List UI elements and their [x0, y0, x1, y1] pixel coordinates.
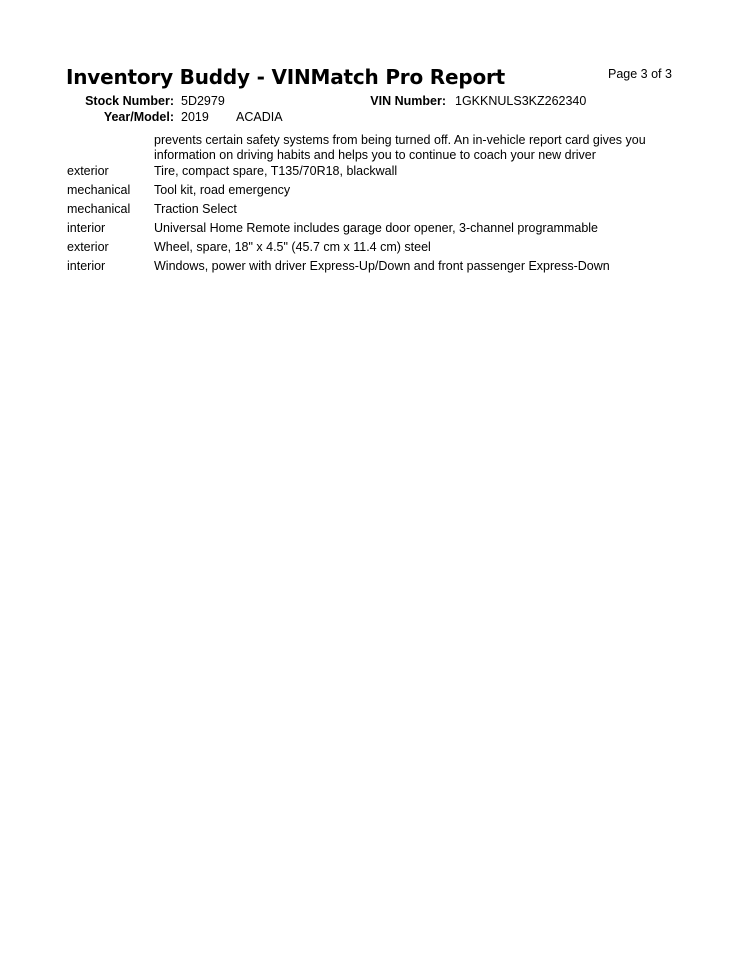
- list-item: [0, 164, 742, 183]
- model-value: ACADIA: [236, 110, 283, 124]
- page-indicator: Page 3 of 3: [608, 67, 672, 81]
- report-title: Inventory Buddy - VINMatch Pro Report: [66, 65, 506, 89]
- list-item: [0, 221, 742, 240]
- equipment-category: mechanical: [67, 202, 131, 216]
- equipment-description: Wheel, spare, 18" x 4.5" (45.7 cm x 11.4 cm) steel: [154, 240, 431, 254]
- equipment-description: Tire, compact spare, T135/70R18, blackwall: [154, 164, 398, 178]
- equipment-category: mechanical: [67, 183, 131, 197]
- continued-description: prevents certain safety systems from being turned off. An in-vehicle report card gives you information on driving habits and helps you to continue to coach your new driver: [154, 133, 646, 162]
- equipment-description: Traction Select: [154, 202, 237, 216]
- equipment-list: [0, 164, 742, 278]
- equipment-category: interior: [67, 221, 106, 235]
- list-item: [0, 183, 742, 202]
- list-item: [0, 259, 742, 278]
- vin-number-label: VIN Number:: [370, 94, 446, 108]
- year-value: 2019: [181, 110, 209, 124]
- equipment-description: Tool kit, road emergency: [154, 183, 291, 197]
- year-model-label: Year/Model:: [103, 110, 174, 124]
- vin-number-value: 1GKKNULS3KZ262340: [455, 94, 587, 108]
- list-item: [0, 240, 742, 259]
- equipment-description: Universal Home Remote includes garage door opener, 3-channel programmable: [154, 221, 598, 235]
- equipment-category: exterior: [67, 240, 109, 254]
- equipment-category: interior: [67, 259, 106, 273]
- stock-number-label: Stock Number:: [85, 94, 174, 108]
- equipment-description: Windows, power with driver Express-Up/Down and front passenger Express-Down: [154, 259, 610, 273]
- equipment-category: exterior: [67, 164, 109, 178]
- stock-number-value: 5D2979: [181, 94, 225, 108]
- list-item: [0, 202, 742, 221]
